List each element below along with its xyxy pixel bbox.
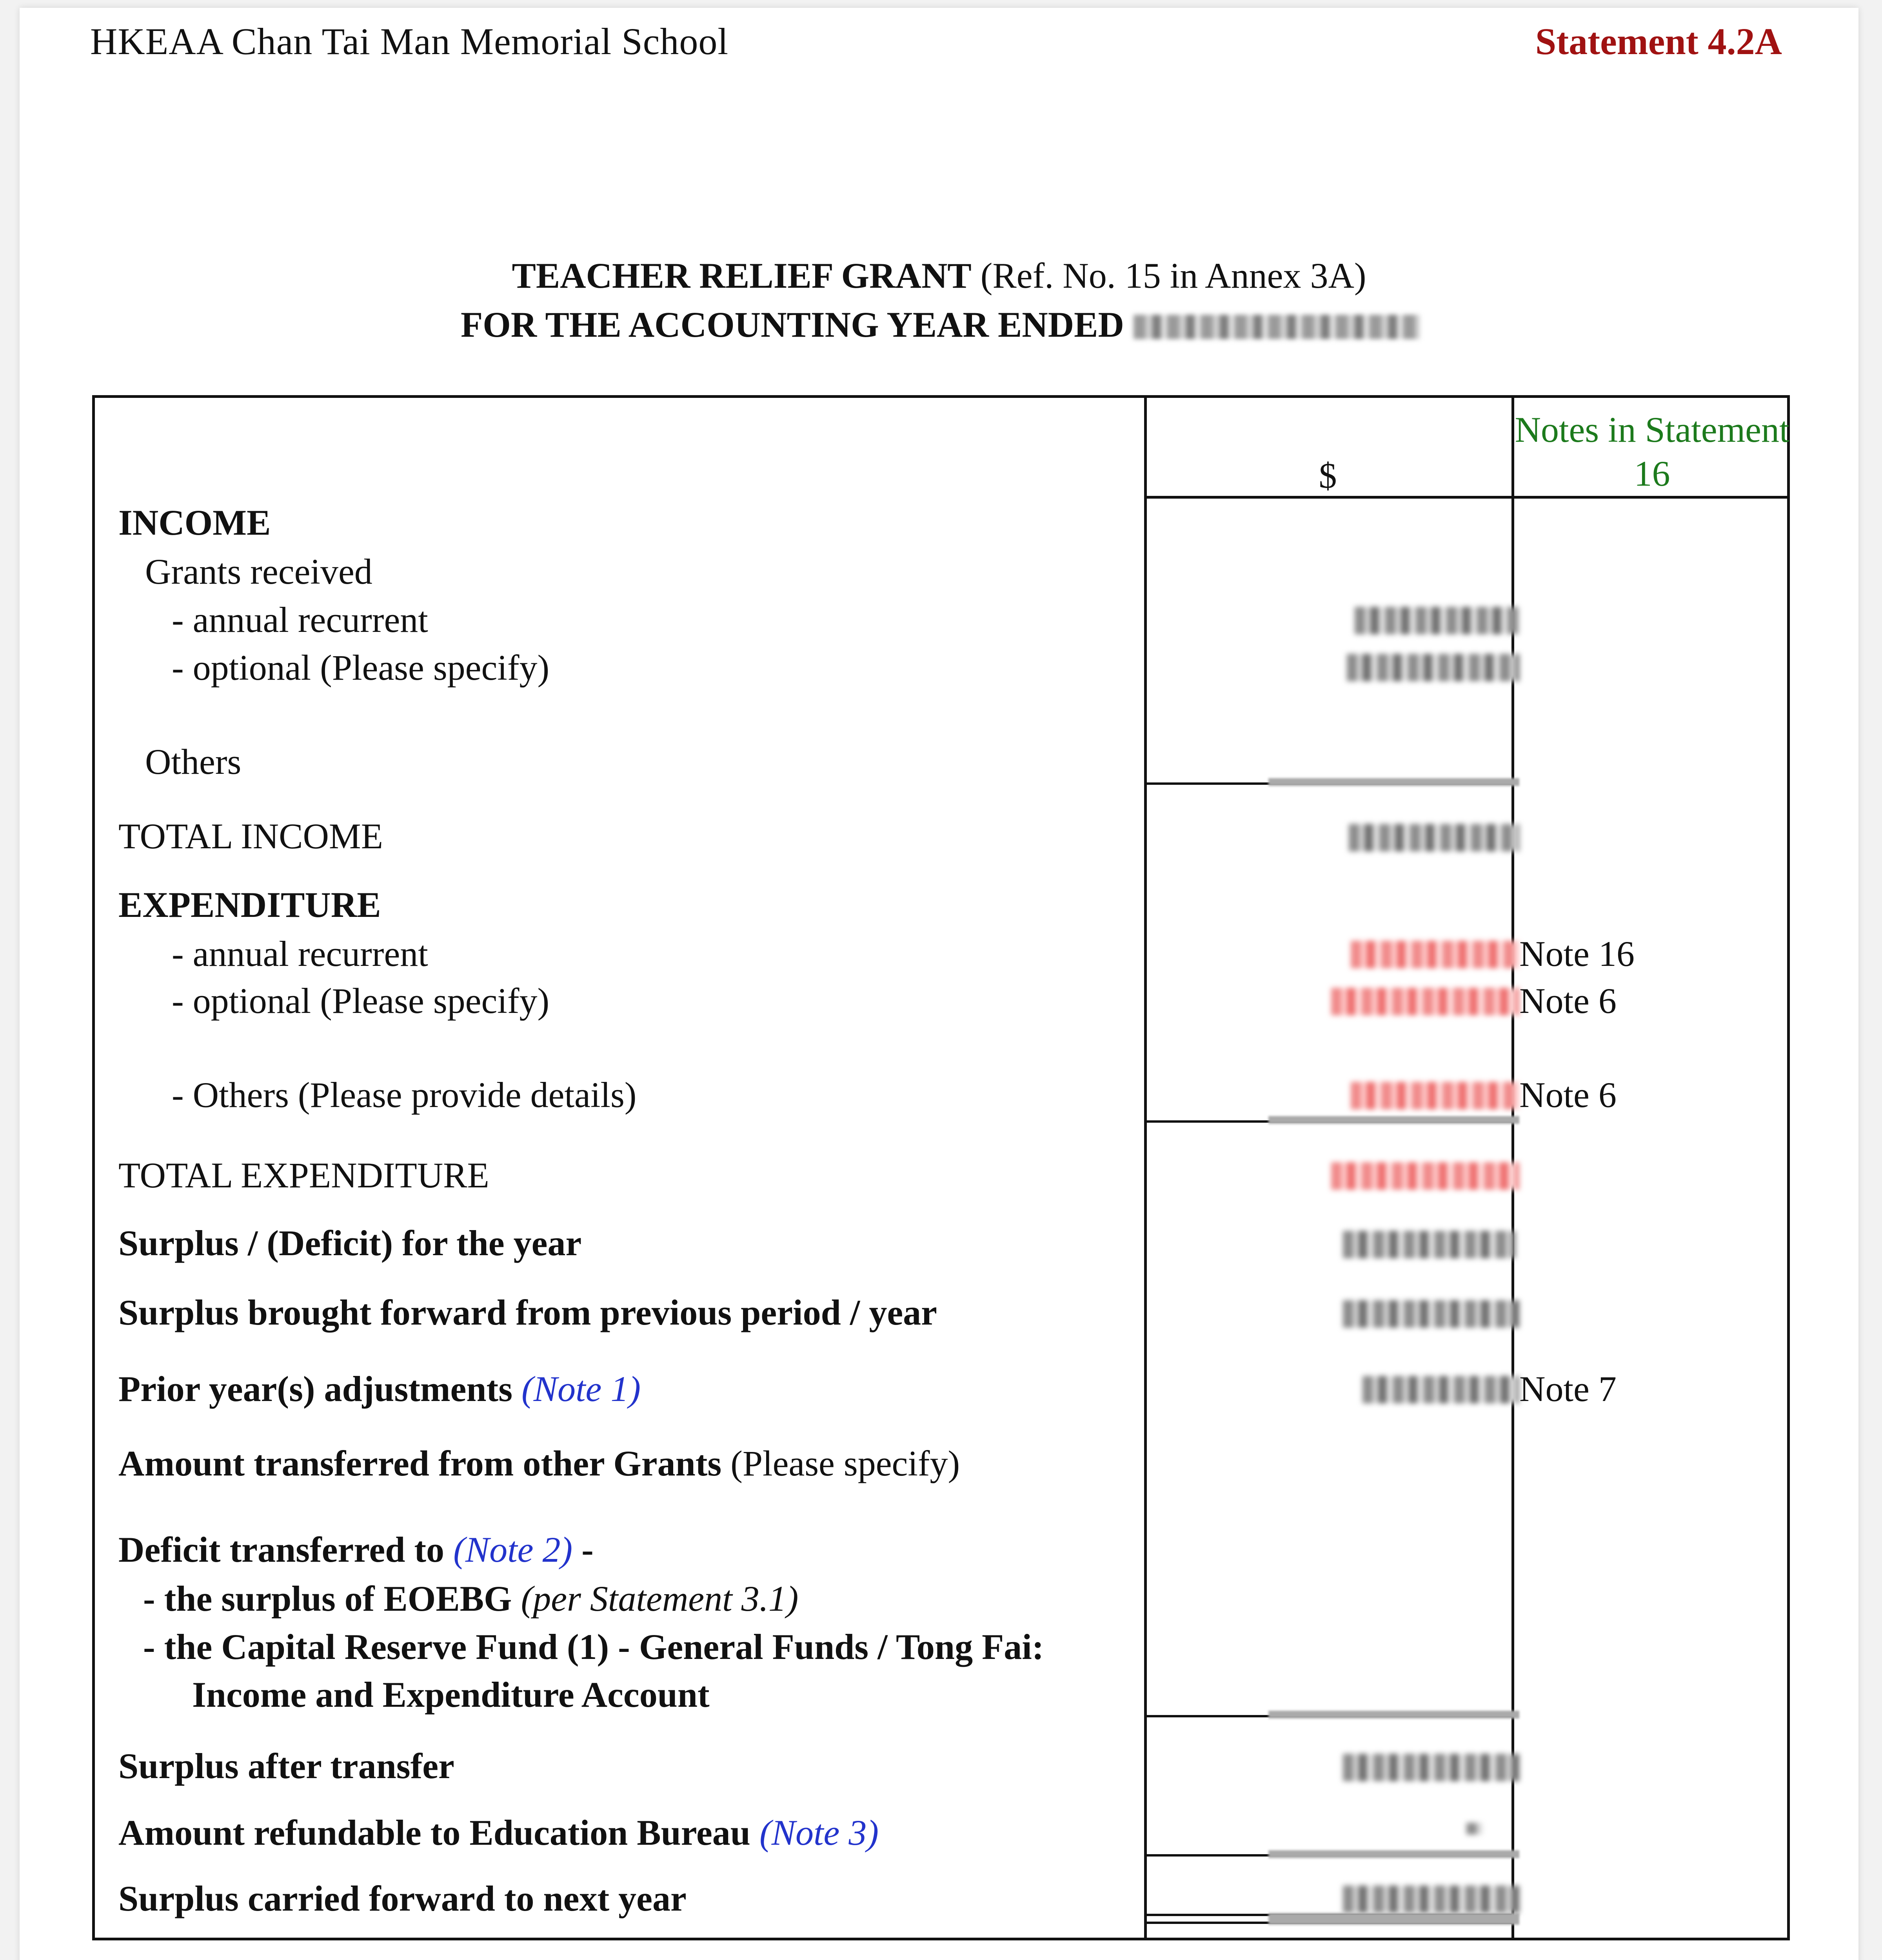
income-others-label: Others <box>145 742 242 782</box>
transfer-from-grants-label <box>118 1443 960 1484</box>
final-rule-shade <box>1268 1913 1519 1925</box>
statement-number: Statement 4.2A <box>1535 20 1782 62</box>
expenditure-heading: EXPENDITURE <box>118 885 381 925</box>
refundable-label <box>118 1812 879 1853</box>
exp-optional-label: - optional (Please specify) <box>172 981 550 1021</box>
prior-adjustments-amount <box>1362 1376 1519 1403</box>
year-label: FOR THE ACCOUNTING YEAR ENDED <box>461 305 1124 345</box>
transfer-subtotal-rule-shade <box>1268 1711 1519 1719</box>
exp-annual-recurrent-amount <box>1351 941 1519 968</box>
title-ref: (Ref. No. 15 in Annex 3A) <box>971 256 1366 296</box>
surplus-after-transfer-amount <box>1343 1754 1519 1781</box>
eoebg-bold: - the surplus of EOEBG <box>143 1579 512 1619</box>
income-heading: INCOME <box>118 503 271 543</box>
income-optional-amount <box>1347 654 1519 681</box>
amount-column-header: $ <box>1319 456 1337 495</box>
refundable-amount <box>1466 1823 1482 1835</box>
eoebg-italic: (per Statement 3.1) <box>521 1579 799 1619</box>
income-optional-label: - optional (Please specify) <box>172 648 550 688</box>
header-rule <box>1144 496 1790 499</box>
total-expenditure-label: TOTAL EXPENDITURE <box>118 1155 489 1195</box>
total-income-amount <box>1349 824 1519 851</box>
deficit-transferred-label <box>118 1529 594 1570</box>
prior-adjustments-note: Note 7 <box>1519 1369 1617 1409</box>
exp-annual-recurrent-note: Note 16 <box>1519 934 1635 974</box>
exp-optional-note: Note 6 <box>1519 981 1617 1021</box>
crf-line-1: - the Capital Reserve Fund (1) - General Funds / Tong Fai: <box>143 1627 1044 1667</box>
exp-others-label: - Others (Please provide details) <box>172 1075 637 1115</box>
amount-column-divider <box>1144 395 1147 1940</box>
note-1-ref: (Note 1) <box>521 1369 641 1409</box>
deficit-dash: - <box>572 1530 594 1570</box>
surplus-year-amount <box>1343 1231 1515 1258</box>
transfer-from-grants-rest: (Please specify) <box>721 1443 960 1483</box>
total-expenditure-amount <box>1331 1162 1519 1190</box>
surplus-after-transfer-label: Surplus after transfer <box>118 1746 454 1786</box>
accounting-year-line <box>461 304 1420 345</box>
surplus-year-label: Surplus / (Deficit) for the year <box>118 1223 582 1263</box>
exp-annual-recurrent-label: - annual recurrent <box>172 934 428 974</box>
surplus-cf-amount <box>1343 1886 1519 1913</box>
title-bold: TEACHER RELIEF GRANT <box>512 256 972 296</box>
surplus-bf-amount <box>1343 1300 1519 1328</box>
crf-line-2: Income and Expenditure Account <box>192 1675 710 1715</box>
notes-column-header: Notes in Statement 16 <box>1515 410 1789 494</box>
refund-subtotal-rule-shade <box>1268 1850 1519 1858</box>
income-subtotal-rule-shade <box>1268 778 1519 786</box>
refundable-text: Amount refundable to Education Bureau <box>118 1813 750 1853</box>
deficit-transferred-text: Deficit transferred to <box>118 1530 445 1570</box>
eoebg-line <box>143 1578 798 1619</box>
exp-optional-amount <box>1331 988 1519 1015</box>
document-page <box>20 8 1858 1960</box>
income-annual-recurrent-label: - annual recurrent <box>172 600 428 640</box>
exp-others-note: Note 6 <box>1519 1075 1617 1115</box>
exp-others-amount <box>1351 1082 1519 1109</box>
redacted-date <box>1134 315 1420 339</box>
note-2-ref: (Note 2) <box>453 1530 573 1570</box>
surplus-cf-label: Surplus carried forward to next year <box>118 1878 687 1918</box>
statement-title <box>20 255 1858 296</box>
transfer-from-grants-bold: Amount transferred from other Grants <box>118 1443 722 1483</box>
grants-received-label: Grants received <box>145 552 372 592</box>
prior-adjustments-label <box>118 1368 641 1410</box>
school-name: HKEAA Chan Tai Man Memorial School <box>90 20 728 62</box>
surplus-bf-label: Surplus brought forward from previous period / year <box>118 1292 937 1332</box>
note-3-ref: (Note 3) <box>759 1813 879 1853</box>
expenditure-subtotal-rule-shade <box>1268 1116 1519 1124</box>
income-annual-recurrent-amount <box>1355 607 1519 634</box>
prior-adjustments-text: Prior year(s) adjustments <box>118 1369 512 1409</box>
total-income-label: TOTAL INCOME <box>118 816 383 856</box>
